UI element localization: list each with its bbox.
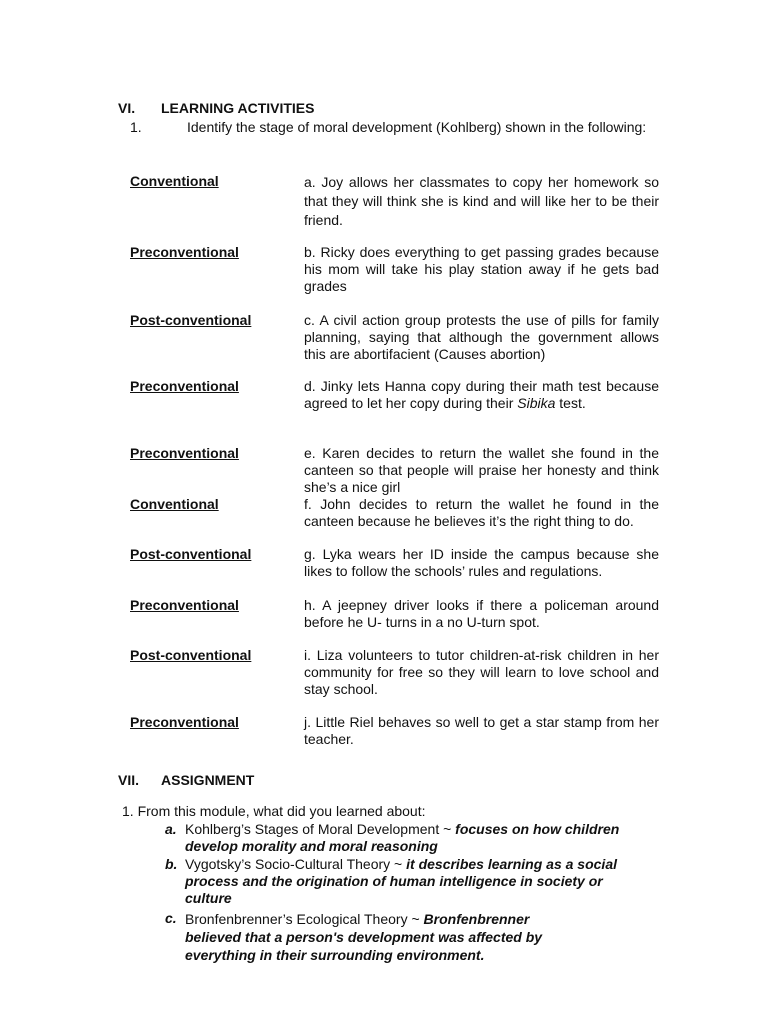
scenario-text-italic: Sibika xyxy=(517,395,556,411)
answer-letter-text: c. xyxy=(165,910,177,926)
section-vii-heading xyxy=(118,772,254,789)
stage-label: Preconventional xyxy=(130,714,239,730)
stage-label: Conventional xyxy=(130,173,219,189)
answer-line xyxy=(185,910,585,964)
section-vi-title: LEARNING ACTIVITIES xyxy=(161,100,315,116)
answer-letter-text: b. xyxy=(165,856,178,872)
scenario-text: e. Karen decides to return the wallet she found in the canteen so that people will praise her honesty and think she’s a nice girl xyxy=(304,445,659,495)
scenario-text: f. John decides to return the wallet he found in the canteen because he believes it’s the right thing to do. xyxy=(304,496,659,529)
stage-label: Preconventional xyxy=(130,244,239,260)
scenario-text: c. A civil action group protests the use of pills for family planning, saying that although the government allows this are abortifacient (Causes abortion) xyxy=(304,312,659,362)
answer-text: it describes learning as a social process and the origination of human intelligence in society or culture xyxy=(185,856,617,906)
scenario-text-part: test. xyxy=(555,395,586,411)
section-vii-number: VII. xyxy=(118,772,140,788)
scenario-text: b. Ricky does everything to get passing grades because his mom will take his play station away if he gets bad grades xyxy=(304,244,659,294)
stage-label: Preconventional xyxy=(130,445,239,461)
scenario-text-part: d. Jinky lets Hanna copy during their math test because agreed to let her copy during their xyxy=(304,378,659,411)
scenario-text: i. Liza volunteers to tutor children-at-risk children in her community for free so they will learn to love school and stay school. xyxy=(304,647,659,697)
answer-line xyxy=(185,821,665,855)
answer-letter xyxy=(165,821,177,838)
answer-topic: Vygotsky’s Socio-Cultural Theory ~ xyxy=(185,856,407,872)
answer-letter-text: a. xyxy=(165,821,177,837)
answer-topic: Bronfenbrenner’s Ecological Theory ~ xyxy=(185,911,424,927)
stage-label: Preconventional xyxy=(130,597,239,613)
stage-label: Conventional xyxy=(130,496,219,512)
scenario-text: j. Little Riel behaves so well to get a star stamp from her teacher. xyxy=(304,714,659,747)
stage-label: Post-conventional xyxy=(130,647,252,663)
scenario-text: h. A jeepney driver looks if there a policeman around before he U- turns in a no U-turn spot. xyxy=(304,597,659,630)
answer-letter xyxy=(165,910,177,927)
answer-line xyxy=(185,856,625,907)
stage-label: Post-conventional xyxy=(130,312,252,328)
answer-text: focuses on how children develop morality and moral reasoning xyxy=(185,821,620,854)
section-vi-heading xyxy=(118,100,315,117)
scenario-text: g. Lyka wears her ID inside the campus because she likes to follow the schools’ rules and regulations. xyxy=(304,546,659,579)
section-vii-title: ASSIGNMENT xyxy=(161,772,255,788)
stage-label: Post-conventional xyxy=(130,546,252,562)
stage-label: Preconventional xyxy=(130,378,239,394)
assignment-question: 1. From this module, what did you learned about: xyxy=(122,803,426,819)
answer-letter xyxy=(165,856,177,873)
answer-topic: Kohlberg’s Stages of Moral Development ~ xyxy=(185,821,456,837)
section-vi-number: VI. xyxy=(118,100,136,116)
activity-instruction: Identify the stage of moral development (Kohlberg) shown in the following: xyxy=(187,119,647,135)
activity-item-number: 1. xyxy=(130,119,142,135)
answer-text: Bronfenbrenner believed that a person's development was affected by everything in their surrounding environment. xyxy=(185,911,543,963)
scenario-text xyxy=(304,378,659,412)
scenario-text: a. Joy allows her classmates to copy her homework so that they will think she is kind and will like her to be their friend. xyxy=(304,174,659,228)
